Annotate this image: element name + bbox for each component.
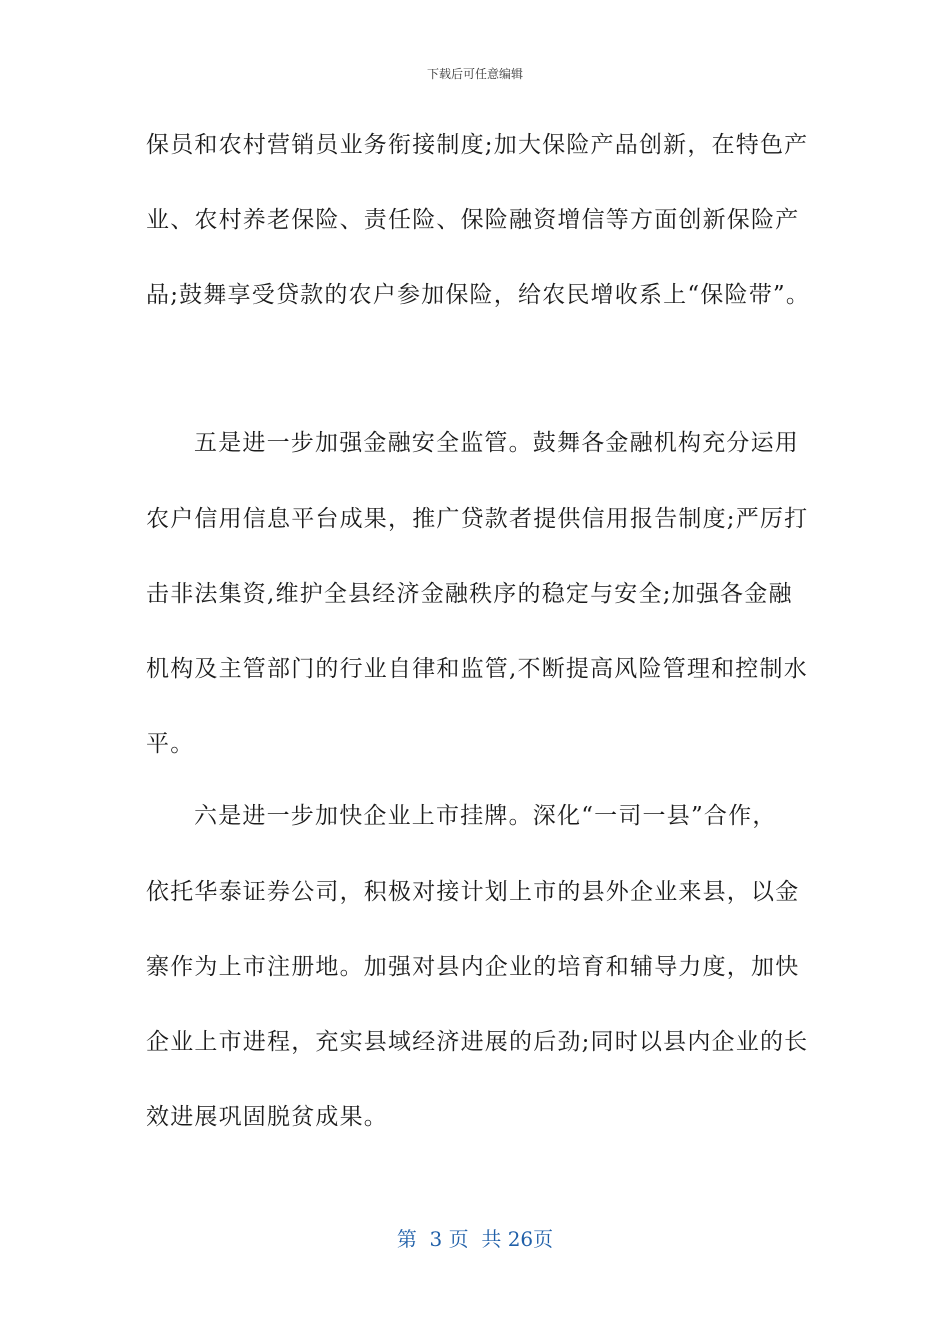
paragraph-2-line-5: 平。 — [146, 731, 195, 757]
page-number-footer: 第 3 页 共 26页 — [396, 1227, 554, 1251]
page-header: 下载后可任意编辑 — [426, 67, 523, 81]
paragraph-3-line-2: 依托华泰证券公司，积极对接计划上市的县外企业来县，以金 — [146, 879, 800, 905]
paragraph-1-line-3: 品;鼓舞享受贷款的农户参加保险，给农民增收系上“保险带”。 — [146, 282, 811, 308]
paragraph-2-line-3: 击非法集资,维护全县经济金融秩序的稳定与安全;加强各金融 — [146, 581, 793, 607]
paragraph-1-line-2: 业、农村养老保险、责任险、保险融资增信等方面创新保险产 — [146, 207, 800, 233]
paragraph-2-line-4: 机构及主管部门的行业自律和监管,不断提高风险管理和控制水 — [146, 656, 808, 682]
paragraph-3-line-1: 六是进一步加快企业上市挂牌。深化“一司一县”合作， — [194, 803, 777, 829]
paragraph-3-line-4: 企业上市进程，充实县域经济进展的后劲;同时以县内企业的长 — [146, 1029, 809, 1055]
paragraph-2-line-2: 农户信用信息平台成果，推广贷款者提供信用报告制度;严厉打 — [146, 506, 809, 532]
paragraph-2-line-1: 五是进一步加强金融安全监管。鼓舞各金融机构充分运用 — [194, 430, 799, 456]
paragraph-3-line-5: 效进展巩固脱贫成果。 — [146, 1104, 388, 1130]
paragraph-3-line-3: 寨作为上市注册地。加强对县内企业的培育和辅导力度，加快 — [146, 954, 800, 980]
paragraph-1-line-1: 保员和农村营销员业务衔接制度;加大保险产品创新，在特色产 — [146, 132, 809, 158]
